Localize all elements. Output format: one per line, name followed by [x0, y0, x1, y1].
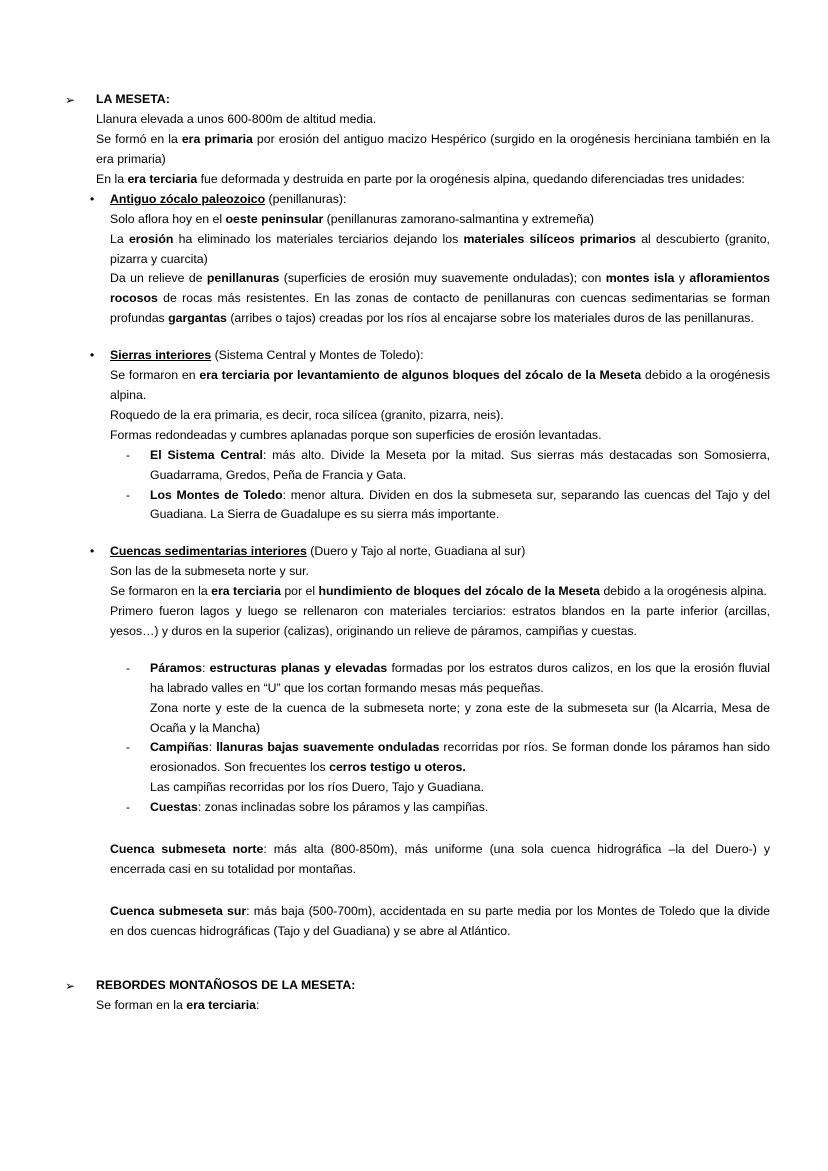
item-title-cuencas-sedimentarias: Cuencas sedimentarias interiores (Duero y Tajo al norte, Guadiana al sur)	[110, 544, 526, 559]
intro-line-1: Llanura elevada a unos 600-800m de altitud media.	[96, 112, 377, 127]
antiguo-zocalo-para-2: La erosión ha eliminado los materiales terciarios dejando los materiales silíceos primarios al descubierto (granito, pizarra y cuarcita)	[110, 231, 770, 266]
section-la-meseta	[58, 90, 770, 190]
sublist-item-cuestas	[110, 798, 770, 818]
intro-line-3: En la era terciaria fue deformada y destruida en parte por la orogénesis alpina, quedando diferenciadas tres unidades:	[96, 171, 745, 186]
sublist-item-paramos	[110, 659, 770, 739]
rebordes-intro-line: Se forman en la era terciaria:	[96, 997, 260, 1012]
dash-bullet-icon: -	[126, 447, 130, 462]
dot-bullet-icon: •	[90, 544, 95, 559]
paramos-extra: Zona norte y este de la cuenca de la submeseta norte; y zona este de la submeseta sur (la Alcarria, Mesa de Ocaña y la Mancha)	[150, 700, 770, 735]
intro-line-2: Se formó en la era primaria por erosión del antiguo macizo Hespérico (surgido en la orogénesis herciniana también en la era primaria)	[96, 132, 770, 167]
section-heading-la-meseta: LA MESETA:	[96, 92, 170, 107]
campinas-extra: Las campiñas recorridas por los ríos Duero, Tajo y Guadiana.	[150, 780, 485, 795]
list-item-cuencas-sedimentarias	[58, 542, 770, 941]
sublist-item-sistema-central	[110, 446, 770, 486]
dot-bullet-icon: •	[90, 348, 95, 363]
antiguo-zocalo-para-1: Solo aflora hoy en el oeste peninsular (penillanuras zamorano-salmantina y extremeña)	[110, 211, 594, 226]
sublist-item-montes-toledo	[110, 486, 770, 526]
sierras-para-1: Se formaron en era terciaria por levantamiento de algunos bloques del zócalo de la Meseta debido a la orogénesis alpina.	[110, 368, 770, 402]
item-title-sierras-interiores: Sierras interiores (Sistema Central y Montes de Toledo):	[110, 348, 424, 363]
sublist-item-campinas	[110, 738, 770, 798]
montes-toledo-text: Los Montes de Toledo: menor altura. Dividen en dos la submeseta sur, separando las cuencas del Tajo y del Guadiana. La Sierra de Guadalupe es su sierra más importante.	[150, 487, 770, 522]
arrow-bullet-icon: ➢	[65, 93, 76, 108]
item-title-antiguo-zocalo: Antiguo zócalo paleozoico (penillanuras):	[110, 191, 347, 206]
dot-bullet-icon: •	[90, 191, 95, 206]
dash-bullet-icon: -	[126, 800, 130, 815]
list-item-sierras-interiores	[58, 346, 770, 525]
cuencas-para-3: Primero fueron lagos y luego se rellenaron con materiales terciarios: estratos blandos en la parte inferior (arcillas, yesos…) y duros en la superior (calizas), originando un relieve de páramos, campiñas y cuestas.	[110, 604, 770, 638]
sierras-para-3: Formas redondeadas y cumbres aplanadas porque son superficies de erosión levantadas.	[110, 427, 602, 442]
cuenca-submeseta-norte: Cuenca submeseta norte: más alta (800-850m), más uniforme (una sola cuenca hidrográfica –la del Duero-) y encerrada casi en su totalidad por montañas.	[110, 842, 770, 877]
dash-bullet-icon: -	[126, 740, 130, 755]
section-heading-rebordes: REBORDES MONTAÑOSOS DE LA MESETA:	[96, 978, 356, 993]
campinas-text: Campiñas: llanuras bajas suavemente onduladas recorridas por ríos. Se forman donde los páramos han sido erosionados. Son frecuentes los cerros testigo u oteros.	[150, 740, 770, 775]
cuenca-submeseta-sur: Cuenca submeseta sur: más baja (500-700m), accidentada en su parte media por los Montes de Toledo que la divide en dos cuencas hidrográficas (Tajo y del Guadiana) y se abre al Atlántico.	[110, 903, 770, 938]
paramos-text: Páramos: estructuras planas y elevadas formadas por los estratos duros calizos, en los que la erosión fluvial ha labrado valles en “U” que los cortan formando mesas más pequeñas.	[150, 660, 770, 695]
sistema-central-text: El Sistema Central: más alto. Divide la Meseta por la mitad. Sus sierras más destacadas son Somosierra, Guadarrama, Gredos, Peña de Francia y Gata.	[150, 447, 770, 482]
cuestas-text: Cuestas: zonas inclinadas sobre los páramos y las campiñas.	[150, 800, 489, 815]
dash-bullet-icon: -	[126, 487, 130, 502]
section-rebordes-montanosos	[58, 976, 770, 1016]
list-item-antiguo-zocalo	[58, 190, 770, 329]
antiguo-zocalo-para-3: Da un relieve de penillanuras (superficies de erosión muy suavemente onduladas); con montes isla y afloramientos rocosos de rocas más resistentes. En las zonas de contacto de penillanuras con cuencas sedimentarias se forman profundas gargantas (arribes o tajos) creadas por los ríos al encajarse sobre los materiales duros de las penillanuras.	[110, 271, 770, 326]
document-body	[58, 90, 770, 1016]
cuencas-para-2: Se formaron en la era terciaria por el hundimiento de bloques del zócalo de la Meseta debido a la orogénesis alpina.	[110, 584, 767, 599]
dash-bullet-icon: -	[126, 660, 130, 675]
arrow-bullet-icon: ➢	[65, 979, 76, 994]
cuencas-para-1: Son las de la submeseta norte y sur.	[110, 564, 309, 579]
sierras-para-2: Roquedo de la era primaria, es decir, roca silícea (granito, pizarra, neis).	[110, 407, 504, 422]
